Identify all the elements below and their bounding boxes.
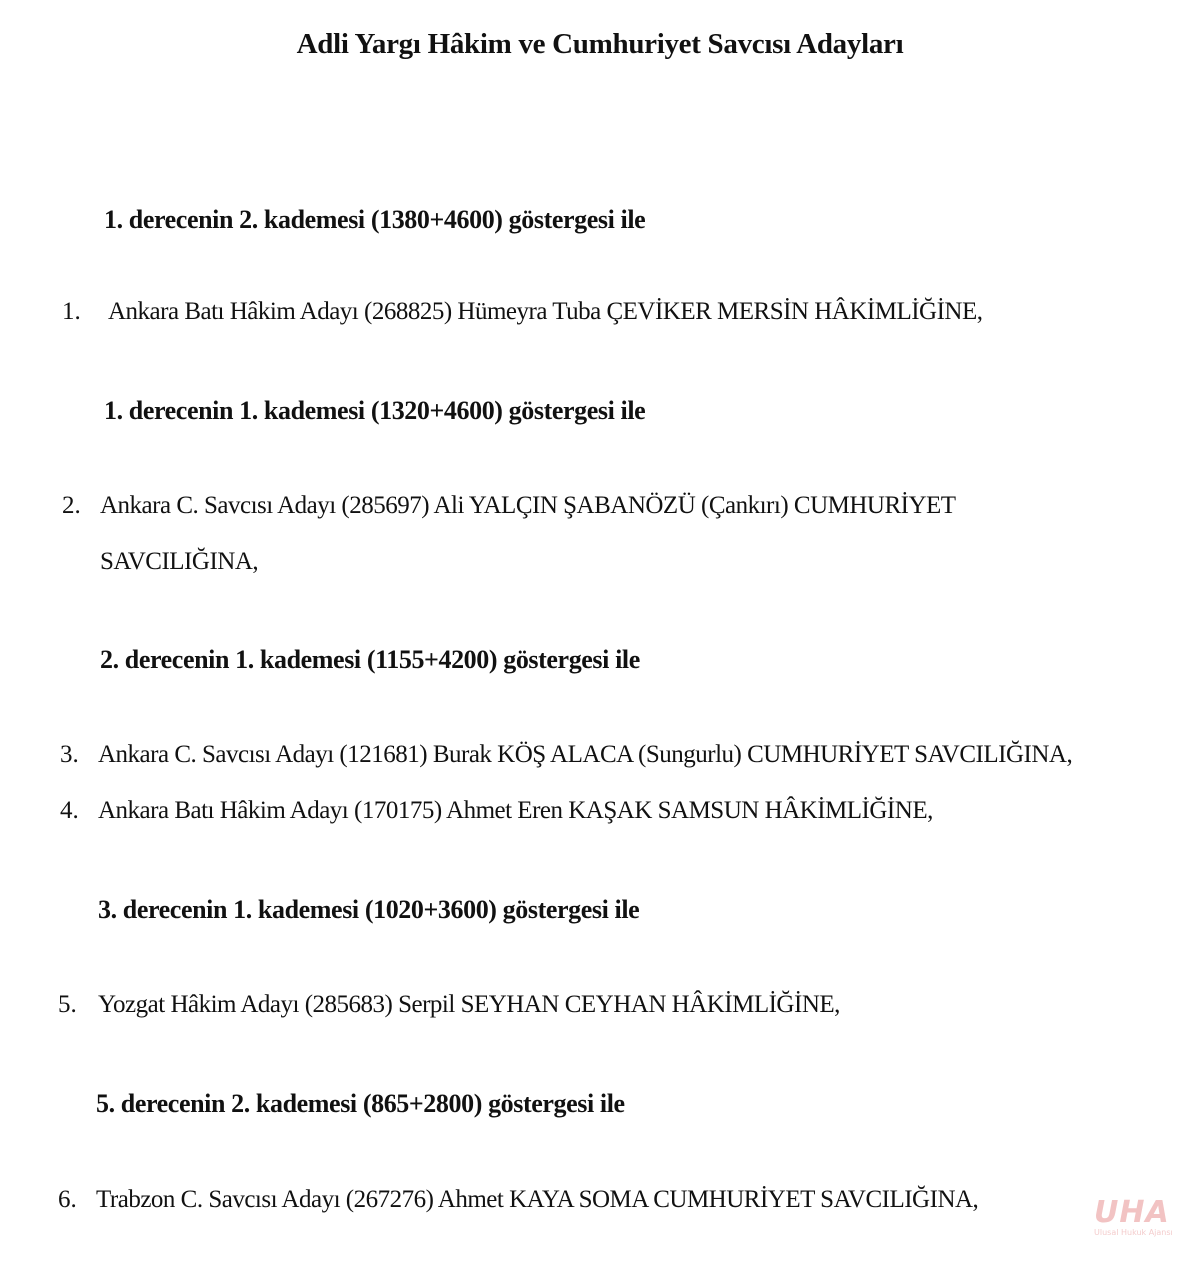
section-heading: 2. derecenin 1. kademesi (1155+4200) göstergesi ile — [100, 645, 640, 674]
watermark-logo-text: UHA — [1094, 1195, 1170, 1230]
item-text: Ankara Batı Hâkim Adayı (268825) Hümeyra Tuba ÇEVİKER MERSİN HÂKİMLİĞİNE, — [108, 298, 983, 325]
item-number: 2. — [62, 492, 81, 519]
item-text: Yozgat Hâkim Adayı (285683) Serpil SEYHAN CEYHAN HÂKİMLİĞİNE, — [98, 991, 840, 1018]
item-number: 1. — [62, 298, 81, 325]
item-number: 6. — [58, 1186, 77, 1213]
section-heading: 3. derecenin 1. kademesi (1020+3600) göstergesi ile — [98, 895, 640, 924]
item-number: 3. — [60, 741, 79, 768]
item-text: Ankara C. Savcısı Adayı (121681) Burak KÖŞ ALACA (Sungurlu) CUMHURİYET SAVCILIĞINA, — [98, 741, 1073, 768]
item-text: Trabzon C. Savcısı Adayı (267276) Ahmet KAYA SOMA CUMHURİYET SAVCILIĞINA, — [96, 1186, 979, 1213]
item-text: Ankara Batı Hâkim Adayı (170175) Ahmet Eren KAŞAK SAMSUN HÂKİMLİĞİNE, — [98, 797, 933, 824]
section-heading: 1. derecenin 2. kademesi (1380+4600) göstergesi ile — [104, 205, 646, 234]
item-text: Ankara C. Savcısı Adayı (285697) Ali YALÇIN ŞABANÖZÜ (Çankırı) CUMHURİYET — [100, 492, 956, 519]
item-number: 5. — [58, 991, 77, 1018]
item-number: 4. — [60, 797, 79, 824]
item-text-continuation: SAVCILIĞINA, — [100, 548, 259, 575]
section-heading: 1. derecenin 1. kademesi (1320+4600) göstergesi ile — [104, 396, 646, 425]
document-title: Adli Yargı Hâkim ve Cumhuriyet Savcısı Adayları — [296, 28, 904, 60]
watermark-tagline: Ulusal Hukuk Ajansı — [1094, 1228, 1173, 1237]
watermark-logo — [1094, 1195, 1184, 1250]
section-heading: 5. derecenin 2. kademesi (865+2800) göstergesi ile — [96, 1089, 625, 1118]
